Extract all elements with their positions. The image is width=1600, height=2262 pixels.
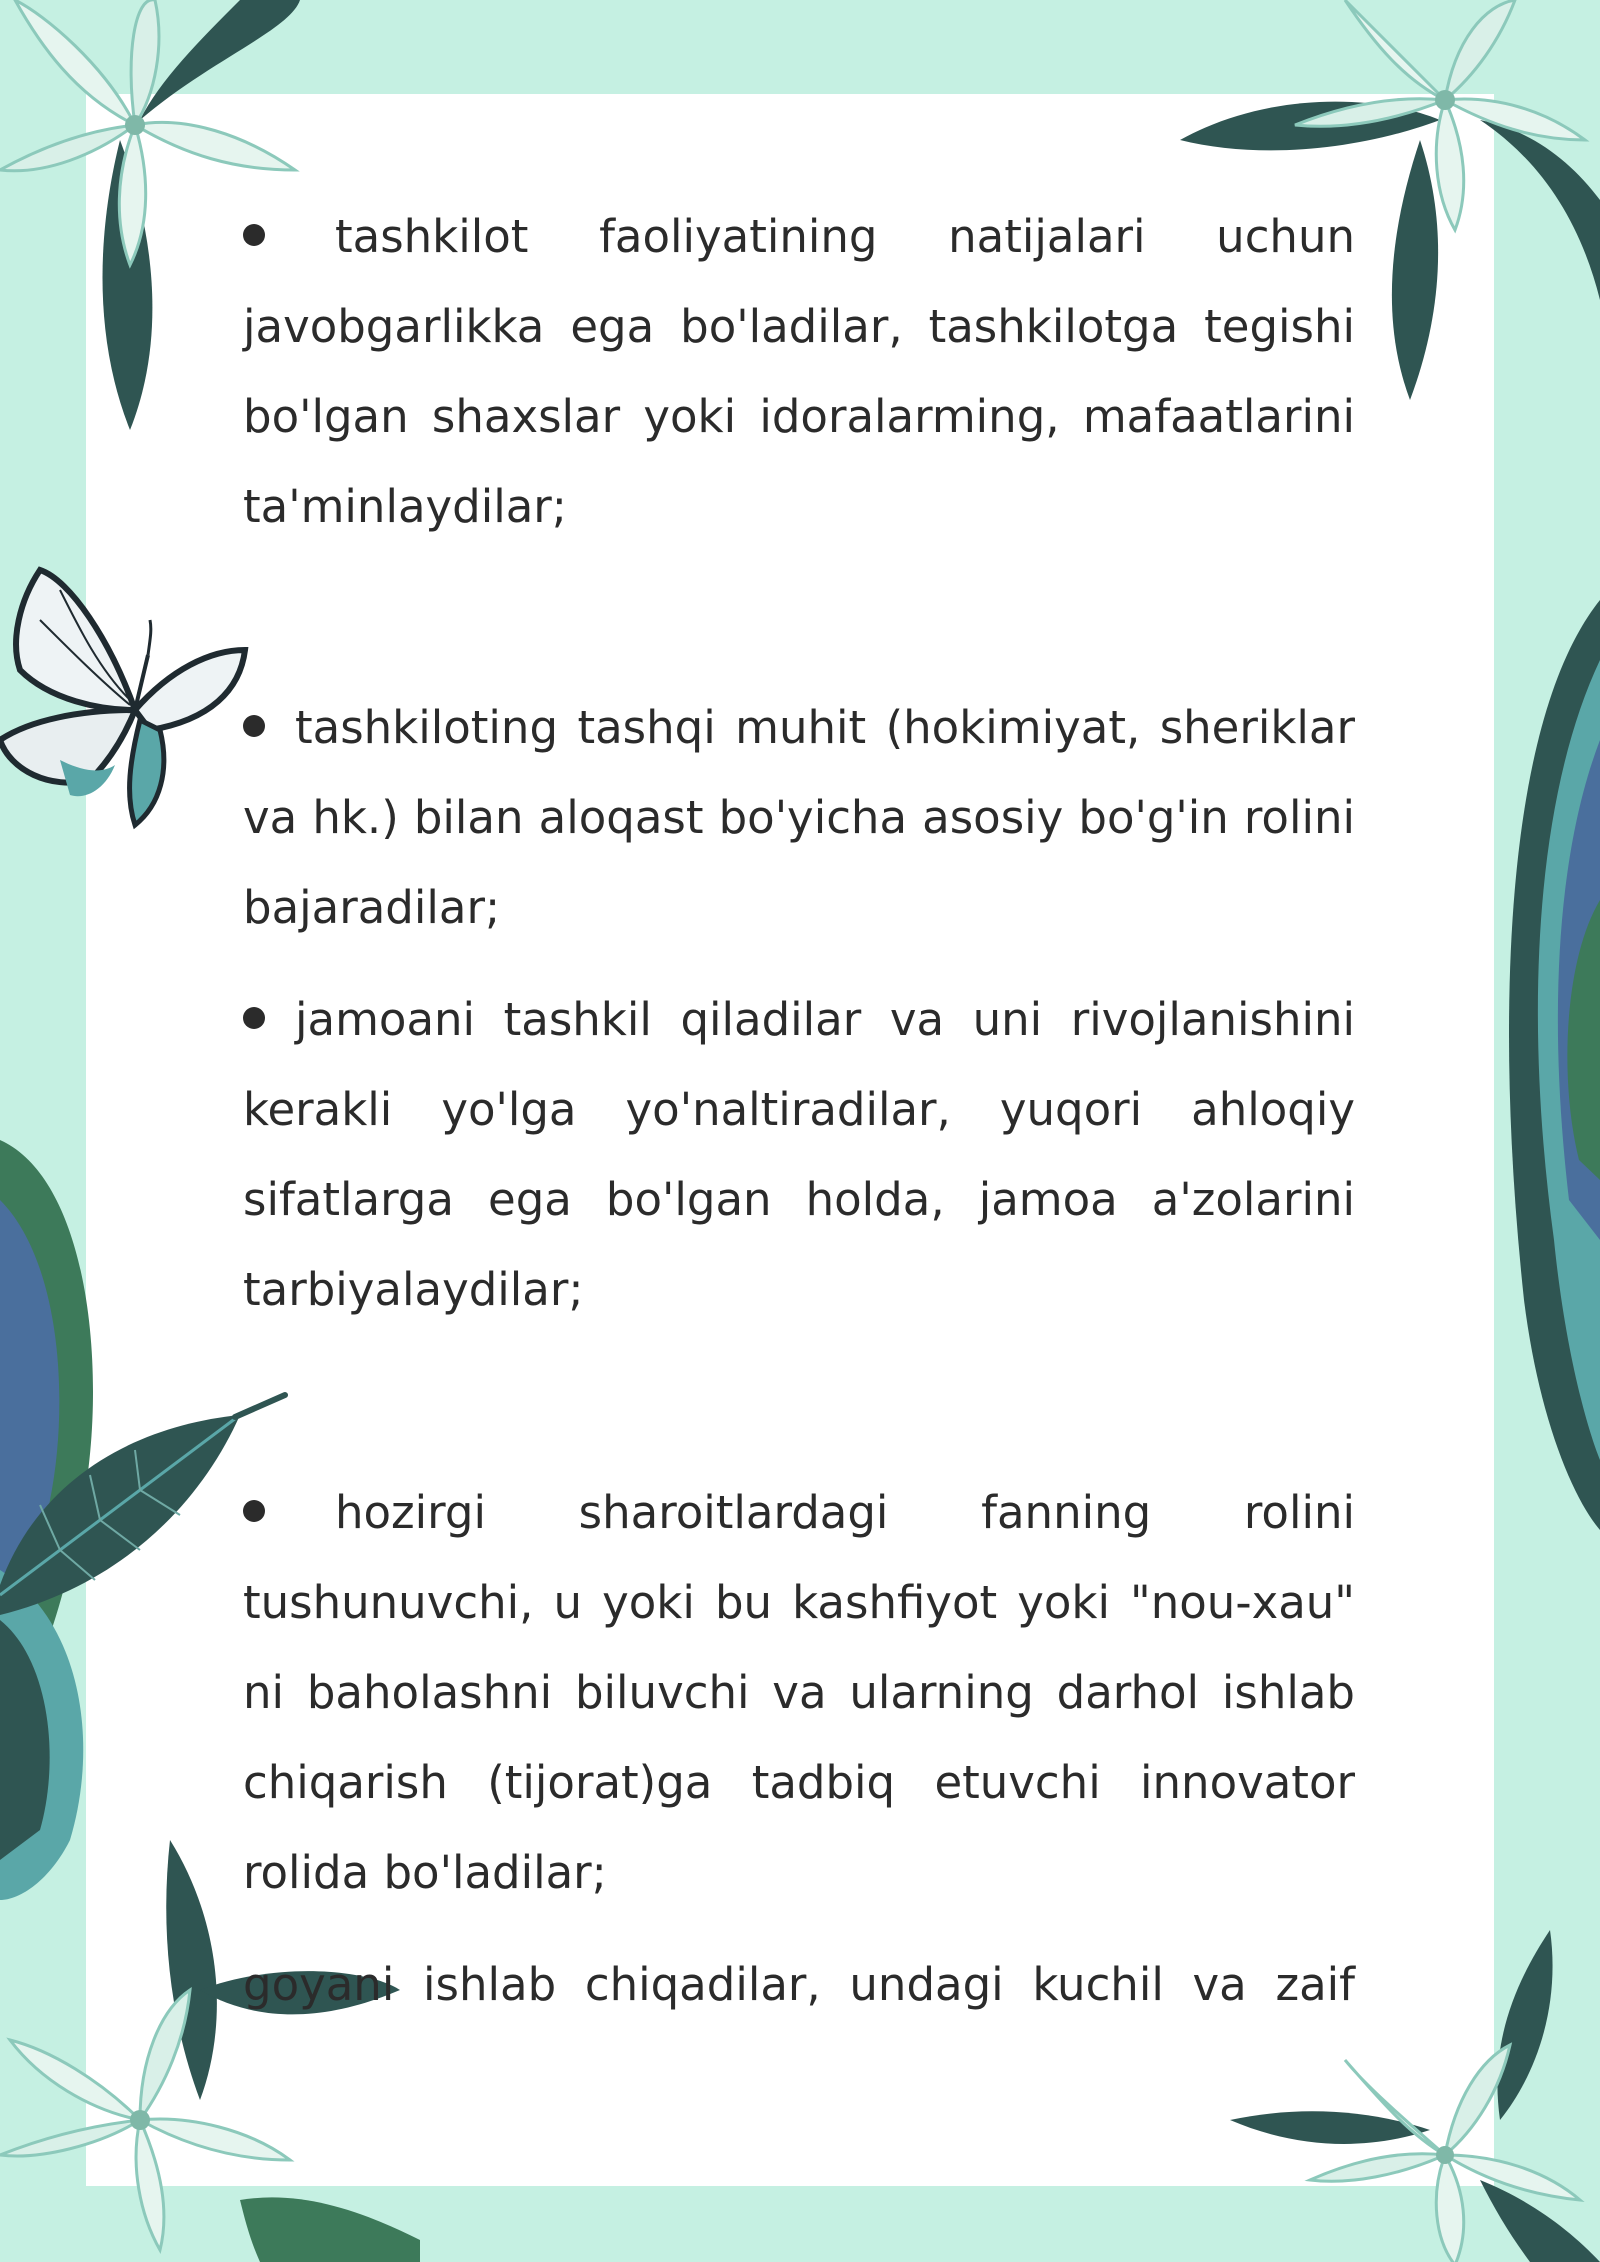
leaf-icon: [1494, 600, 1600, 1530]
bullet-icon: [243, 224, 265, 246]
paragraph: [243, 975, 1355, 1335]
paragraph-text: hozirgi sharoitlardagi fanning rolini tushunuvchi, u yoki bu kashfiyot yoki "nou-xau" ni baholashni biluvchi va ularning darhol ishlab chiqarish (tijorat)ga tadbiq etuvchi innovator rolida bo'ladilar;: [243, 1486, 1355, 1899]
bullet-icon: [243, 715, 265, 737]
paragraph: [243, 1940, 1355, 2030]
paragraph: [243, 192, 1355, 552]
butterfly-icon: [0, 560, 250, 830]
bullet-icon: [243, 1500, 265, 1522]
bullet-icon: [243, 1007, 265, 1029]
paragraph-text: tashkilot faoliyatining natijalari uchun javobgarlikka ega bo'ladilar, tashkilotga tegishi bo'lgan shaxslar yoki idoralarming, mafaatlarini ta'minlaydilar;: [243, 210, 1355, 533]
paragraph: [243, 1468, 1355, 1918]
paragraph-text: tashkiloting tashqi muhit (hokimiyat, sheriklar va hk.) bilan aloqast bo'yicha asosiy bo'g'in rolini bajaradilar;: [243, 701, 1355, 934]
paragraph-text: goyani ishlab chiqadilar, undagi kuchil va zaif: [243, 1958, 1355, 2011]
paragraph-text: jamoani tashkil qiladilar va uni rivojlanishini kerakli yo'lga yo'naltiradilar, yuqori ahloqiy sifatlarga ega bo'lgan holda, jamoa a'zolarini tarbiyalaydilar;: [243, 993, 1355, 1316]
paragraph: [243, 683, 1355, 953]
